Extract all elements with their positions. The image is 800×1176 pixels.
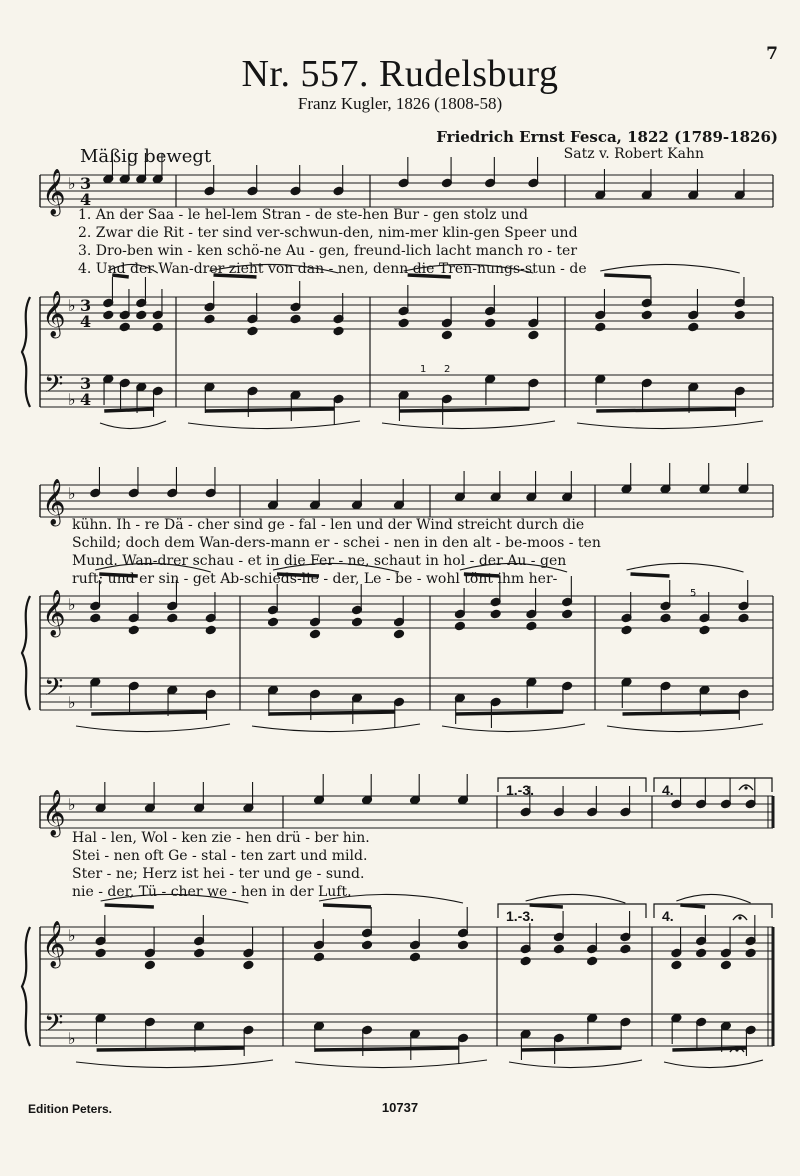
notehead [398,318,409,328]
notehead [745,948,756,958]
treble-clef: 𝄞 [42,291,66,337]
notehead [205,625,216,635]
flat-key-signature: ♭ [68,795,76,814]
fingering-number: 2 [444,364,451,375]
beam [97,1048,245,1050]
beam [323,905,371,907]
beam [206,409,335,411]
beam [104,409,154,411]
notehead [528,330,539,340]
treble-clef: 𝄞 [42,479,66,525]
lyricist-credit: Franz Kugler, 1826 (1808-58) [297,94,503,113]
notehead [394,629,405,639]
notehead [103,310,114,320]
slur [664,1060,763,1068]
slur [627,563,744,572]
slur [600,264,740,273]
piano-brace [22,297,30,407]
notehead [310,629,321,639]
piano-brace [22,927,30,1046]
notehead [194,948,205,958]
notehead [362,940,373,950]
notehead [485,318,496,328]
notehead [641,310,652,320]
notehead [204,314,215,324]
beam [456,712,563,714]
notehead [458,940,469,950]
publisher-footer: Edition Peters. [28,1102,113,1116]
treble-clef: 𝄞 [42,921,66,967]
flat-key-signature: ♭ [68,926,76,945]
lyric-line: Schild; doch dem Wan-ders-mann er - schei - nen in den alt - be-moos - ten [72,535,601,551]
arranger-credit: Satz v. Robert Kahn [563,146,704,162]
lyric-line: 3. Dro-ben win - ken schö-ne Au - gen, freund-lich lacht manch ro - ter [78,243,578,259]
notehead [520,956,531,966]
slur [607,724,763,732]
notehead [620,944,631,954]
fermata-icon [735,1048,738,1051]
notehead [734,310,745,320]
notehead [119,322,130,332]
notehead [314,952,325,962]
notehead [526,621,537,631]
notehead [410,952,421,962]
slur [100,421,166,429]
fermata-icon [738,916,741,919]
lyric-line: Ster - ne; Herz ist hei - ter und ge - sund. [72,866,365,882]
notehead [144,960,155,970]
beam [631,574,670,576]
notehead [290,314,301,324]
notehead [268,617,279,627]
flat-key-signature: ♭ [68,693,76,712]
notehead [595,322,606,332]
notehead [553,944,564,954]
slur [509,1060,642,1068]
notehead [152,322,163,332]
beam [680,905,705,907]
song-title: Nr. 557. Rudelsburg [241,53,559,95]
beam [596,409,736,411]
notehead [441,330,452,340]
slur [442,724,585,732]
slur [577,421,763,429]
beam [105,905,154,907]
fermata-icon [744,786,747,789]
lyric-line: 4. Und der Wan-drer zieht von dan - nen, denn die Tren-nungs-stun - de [78,261,587,277]
lyric-line: Stei - nen oft Ge - stal - ten zart und mild. [72,848,368,864]
notehead [95,948,106,958]
notehead [562,609,573,619]
composer-credit: Friedrich Ernst Fesca, 1822 (1789-1826) [436,128,778,146]
lyric-line: Mund. Wan-drer schau - et in die Fer - ne, schaut in hol - der Au - gen [72,553,567,569]
lyric-line: 2. Zwar die Rit - ter sind ver-schwun-den, nim-mer klin-gen Speer und [78,225,578,241]
notehead [696,948,707,958]
piano-brace [22,596,30,710]
notehead [333,326,344,336]
time-signature: 3 [80,174,92,193]
flat-key-signature: ♭ [68,1029,76,1048]
notehead [247,326,258,336]
notehead [243,960,254,970]
slur [76,1060,273,1068]
volta-label: 4. [662,782,674,798]
tempo-marking: Mäßig bewegt [80,146,212,167]
time-signature: 3 [80,296,92,315]
slur [76,724,230,732]
treble-clef: 𝄞 [42,790,66,836]
fingering-number: 5 [690,588,697,599]
flat-key-signature: ♭ [68,390,76,409]
time-signature: 4 [80,312,92,331]
lyric-line: ruft; und er sin - get Ab-schieds-lie - der, Le - be - wohl tönt ihm her- [72,571,558,587]
beam [91,712,207,714]
notehead [720,960,731,970]
lyric-line: nie - der, Tü - cher we - hen in der Luft. [72,884,352,900]
volta-label: 1.-3. [506,782,535,798]
bass-clef: 𝄢 [44,673,64,708]
beam [530,905,563,907]
time-signature: 4 [80,190,92,209]
volta-label: 1.-3. [506,908,535,924]
notehead [688,322,699,332]
notehead [699,625,710,635]
slur [295,1060,487,1068]
notehead [167,613,178,623]
treble-clef: 𝄞 [42,169,66,215]
notehead [738,613,749,623]
notehead [621,625,632,635]
lyric-line: kühn. Ih - re Dä - cher sind ge - fal - len und der Wind streicht durch die [72,517,585,533]
slur [676,894,750,903]
notehead [490,609,501,619]
notehead [671,960,682,970]
beam [269,712,395,714]
notehead [660,613,671,623]
beam [623,712,740,714]
page-number: 7 [766,44,778,64]
flat-key-signature: ♭ [68,595,76,614]
lyric-line: Hal - len, Wol - ken zie - hen drü - ber hin. [72,830,370,846]
time-signature: 3 [80,374,92,393]
plate-number: 10737 [381,1100,419,1115]
notehead [128,625,139,635]
bass-clef: 𝄢 [44,1009,64,1044]
flat-key-signature: ♭ [68,174,76,193]
treble-clef: 𝄞 [42,590,66,636]
bass-clef: 𝄢 [44,370,64,405]
notehead [587,956,598,966]
notehead [136,310,147,320]
flat-key-signature: ♭ [68,296,76,315]
notehead [90,613,101,623]
beam [315,1048,459,1050]
time-signature: 4 [80,390,92,409]
beam [522,1048,622,1050]
notehead [454,621,465,631]
beam [604,275,651,277]
lyric-line: 1. An der Saa - le hel-lem Stran - de ste-hen Bur - gen stolz und [78,207,528,223]
slur [526,894,626,903]
beam [400,409,530,411]
flat-key-signature: ♭ [68,484,76,503]
fingering-number: 1 [420,364,427,375]
notehead [352,617,363,627]
slur [382,421,555,429]
volta-label: 4. [662,908,674,924]
